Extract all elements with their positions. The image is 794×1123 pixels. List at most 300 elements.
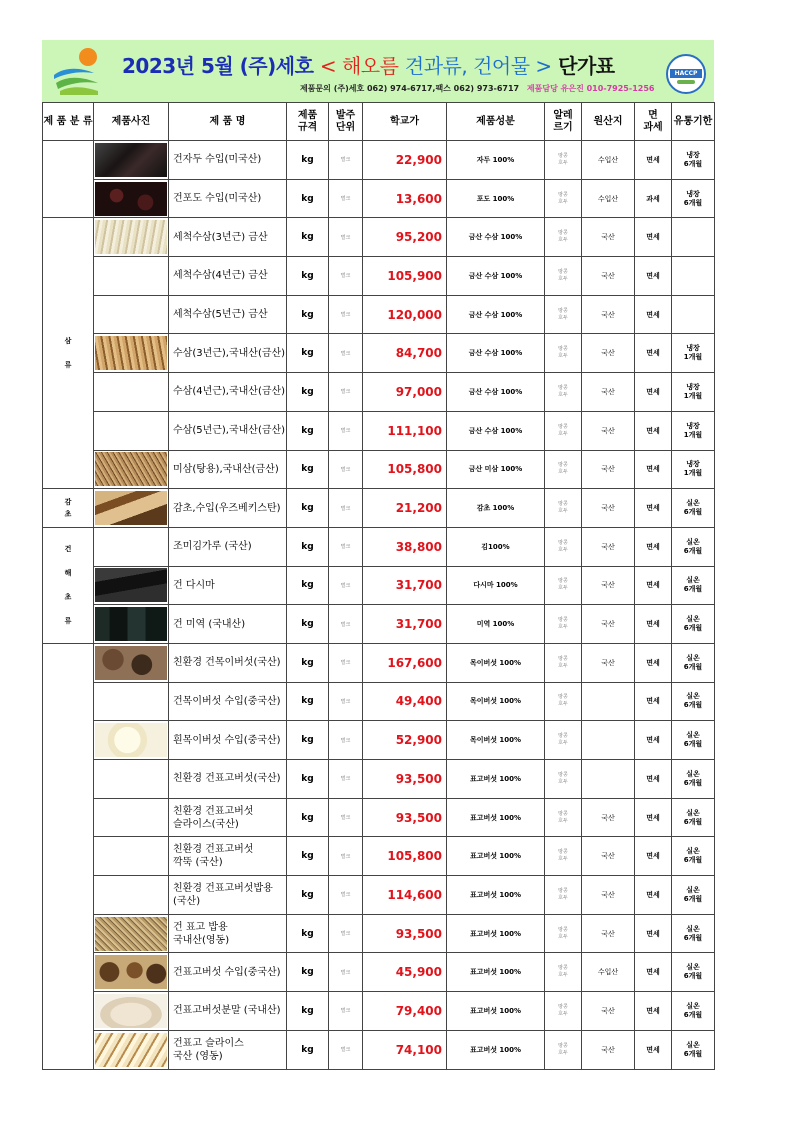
- product-photo: [95, 568, 167, 602]
- origin: 국산: [582, 489, 635, 528]
- origin: 국산: [582, 798, 635, 837]
- composition: 표고버섯 100%: [447, 1030, 545, 1069]
- shelf-life: [672, 218, 715, 257]
- product-photo-cell: [94, 760, 169, 799]
- product-name: 조미김가루 (국산): [169, 527, 287, 566]
- order-unit: 벌크: [329, 798, 363, 837]
- order-unit: 벌크: [329, 721, 363, 760]
- tax-type: 면세: [635, 876, 672, 915]
- allergy: 땅콩 호두: [545, 489, 582, 528]
- product-photo-cell: [94, 605, 169, 644]
- school-price: 52,900: [363, 721, 447, 760]
- table-row: [43, 257, 715, 296]
- product-spec: kg: [287, 373, 329, 412]
- tax-type: 면세: [635, 141, 672, 180]
- order-unit: 벌크: [329, 334, 363, 373]
- product-name: 건표고버섯분말 (국내산): [169, 992, 287, 1031]
- order-unit: 벌크: [329, 141, 363, 180]
- product-spec: kg: [287, 179, 329, 218]
- shelf-life: 실온 6개월: [672, 721, 715, 760]
- tax-type: 면세: [635, 450, 672, 489]
- product-photo-cell: [94, 527, 169, 566]
- shelf-life: 냉장 6개월: [672, 179, 715, 218]
- order-unit: 벌크: [329, 179, 363, 218]
- product-name: 친환경 건표고버섯 깍뚝 (국산): [169, 837, 287, 876]
- product-name: 수삼(5년근),국내산(금산): [169, 411, 287, 450]
- product-name: 건목이버섯 수입(중국산): [169, 682, 287, 721]
- product-name: 친환경 건표고버섯밥용 (국산): [169, 876, 287, 915]
- col-order-unit: 발주 단위: [329, 103, 363, 141]
- product-name: 수삼(3년근),국내산(금산): [169, 334, 287, 373]
- allergy: 땅콩 호두: [545, 373, 582, 412]
- school-price: 84,700: [363, 334, 447, 373]
- order-unit: 벌크: [329, 837, 363, 876]
- product-photo: [95, 336, 167, 370]
- allergy: 땅콩 호두: [545, 141, 582, 180]
- composition: 목이버섯 100%: [447, 682, 545, 721]
- composition: 자두 100%: [447, 141, 545, 180]
- school-price: 105,900: [363, 257, 447, 296]
- table-row: [43, 992, 715, 1031]
- product-name: 세척수삼(5년근) 금산: [169, 295, 287, 334]
- origin: 국산: [582, 373, 635, 412]
- product-spec: kg: [287, 566, 329, 605]
- composition: 표고버섯 100%: [447, 992, 545, 1031]
- composition: 금산 수삼 100%: [447, 257, 545, 296]
- school-price: 120,000: [363, 295, 447, 334]
- composition: 표고버섯 100%: [447, 914, 545, 953]
- product-photo: [95, 723, 167, 757]
- table-row: [43, 914, 715, 953]
- tax-type: 면세: [635, 837, 672, 876]
- col-origin: 원산지: [582, 103, 635, 141]
- allergy: 땅콩 호두: [545, 721, 582, 760]
- product-name: 건자두 수입(미국산): [169, 141, 287, 180]
- origin: 국산: [582, 218, 635, 257]
- origin: 수입산: [582, 179, 635, 218]
- product-photo: [95, 491, 167, 525]
- shelf-life: 냉장 1개월: [672, 334, 715, 373]
- product-photo: [95, 607, 167, 641]
- composition: 금산 수삼 100%: [447, 334, 545, 373]
- product-name: 건포도 수입(미국산): [169, 179, 287, 218]
- product-photo-cell: [94, 682, 169, 721]
- table-body: [43, 141, 715, 1070]
- origin: 국산: [582, 527, 635, 566]
- allergy: 땅콩 호두: [545, 760, 582, 799]
- tax-type: 면세: [635, 527, 672, 566]
- composition: 다시마 100%: [447, 566, 545, 605]
- shelf-life: 실온 6개월: [672, 876, 715, 915]
- product-photo: [95, 646, 167, 680]
- product-spec: kg: [287, 218, 329, 257]
- haccp-badge-icon: [666, 54, 706, 94]
- order-unit: 벌크: [329, 566, 363, 605]
- product-photo-cell: [94, 295, 169, 334]
- product-photo: [95, 220, 167, 254]
- product-name: 세척수삼(4년근) 금산: [169, 257, 287, 296]
- table-row: [43, 682, 715, 721]
- tax-type: 면세: [635, 373, 672, 412]
- shelf-life: 실온 6개월: [672, 527, 715, 566]
- product-name: 흰목이버섯 수입(중국산): [169, 721, 287, 760]
- shelf-life: [672, 295, 715, 334]
- product-name: 감초,수입(우즈베키스탄): [169, 489, 287, 528]
- table-row: [43, 566, 715, 605]
- origin: 국산: [582, 1030, 635, 1069]
- product-photo-cell: [94, 721, 169, 760]
- composition: 표고버섯 100%: [447, 798, 545, 837]
- col-name: 제 품 명: [169, 103, 287, 141]
- product-spec: kg: [287, 798, 329, 837]
- col-shelf-life: 유통기한: [672, 103, 715, 141]
- product-spec: kg: [287, 876, 329, 915]
- table-row: [43, 334, 715, 373]
- product-spec: kg: [287, 257, 329, 296]
- order-unit: 벌크: [329, 1030, 363, 1069]
- page-title: [122, 50, 615, 79]
- price-table: [42, 102, 715, 1070]
- origin: [582, 760, 635, 799]
- col-photo: 제품사진: [94, 103, 169, 141]
- col-spec: 제품 규격: [287, 103, 329, 141]
- product-name: 건 표고 밥용 국내산(영동): [169, 914, 287, 953]
- order-unit: 벌크: [329, 257, 363, 296]
- school-price: 45,900: [363, 953, 447, 992]
- table-row: [43, 527, 715, 566]
- product-spec: kg: [287, 992, 329, 1031]
- category-cell: 감 초: [43, 489, 94, 528]
- allergy: 땅콩 호두: [545, 1030, 582, 1069]
- order-unit: 벌크: [329, 489, 363, 528]
- contact-info: 제품문의 (주)세호 062) 974-6717,팩스 062) 973-6717: [300, 84, 520, 93]
- tax-type: 면세: [635, 992, 672, 1031]
- school-price: 93,500: [363, 914, 447, 953]
- shelf-life: 실온 6개월: [672, 489, 715, 528]
- school-price: 13,600: [363, 179, 447, 218]
- allergy: 땅콩 호두: [545, 257, 582, 296]
- order-unit: 벌크: [329, 953, 363, 992]
- col-school-price: 학교가: [363, 103, 447, 141]
- shelf-life: 실온 6개월: [672, 605, 715, 644]
- origin: 수입산: [582, 141, 635, 180]
- allergy: 땅콩 호두: [545, 411, 582, 450]
- origin: [582, 682, 635, 721]
- origin: 국산: [582, 876, 635, 915]
- shelf-life: [672, 257, 715, 296]
- product-spec: kg: [287, 953, 329, 992]
- origin: 수입산: [582, 953, 635, 992]
- allergy: 땅콩 호두: [545, 450, 582, 489]
- order-unit: 벌크: [329, 450, 363, 489]
- school-price: 105,800: [363, 837, 447, 876]
- product-spec: kg: [287, 295, 329, 334]
- title-category: 견과류, 건어물 >: [404, 54, 552, 78]
- allergy: 땅콩 호두: [545, 682, 582, 721]
- composition: 표고버섯 100%: [447, 760, 545, 799]
- origin: 국산: [582, 643, 635, 682]
- allergy: 땅콩 호두: [545, 179, 582, 218]
- composition: 금산 수삼 100%: [447, 218, 545, 257]
- tax-type: 면세: [635, 643, 672, 682]
- product-photo: [95, 994, 167, 1028]
- product-name: 수삼(4년근),국내산(금산): [169, 373, 287, 412]
- col-composition: 제품성분: [447, 103, 545, 141]
- order-unit: 벌크: [329, 295, 363, 334]
- origin: 국산: [582, 914, 635, 953]
- order-unit: 벌크: [329, 643, 363, 682]
- product-spec: kg: [287, 141, 329, 180]
- school-price: 31,700: [363, 566, 447, 605]
- table-row: [43, 837, 715, 876]
- composition: 금산 수삼 100%: [447, 295, 545, 334]
- school-price: 93,500: [363, 798, 447, 837]
- col-category: 제 품 분 류: [43, 103, 94, 141]
- table-row: [43, 373, 715, 412]
- allergy: 땅콩 호두: [545, 876, 582, 915]
- tax-type: 면세: [635, 798, 672, 837]
- product-spec: kg: [287, 605, 329, 644]
- school-price: 31,700: [363, 605, 447, 644]
- order-unit: 벌크: [329, 914, 363, 953]
- order-unit: 벌크: [329, 373, 363, 412]
- title-brand: < 해오름: [319, 54, 399, 78]
- company-logo-icon: [50, 45, 102, 97]
- manager-info: 제품담당 유은진 010-7925-1256: [526, 84, 655, 93]
- origin: 국산: [582, 450, 635, 489]
- product-spec: kg: [287, 1030, 329, 1069]
- school-price: 79,400: [363, 992, 447, 1031]
- origin: 국산: [582, 992, 635, 1031]
- product-photo: [95, 917, 167, 951]
- product-photo-cell: [94, 373, 169, 412]
- origin: [582, 721, 635, 760]
- table-row: [43, 295, 715, 334]
- order-unit: 벌크: [329, 992, 363, 1031]
- tax-type: 면세: [635, 489, 672, 528]
- allergy: 땅콩 호두: [545, 566, 582, 605]
- product-spec: kg: [287, 489, 329, 528]
- product-name: 친환경 건표고버섯(국산): [169, 760, 287, 799]
- table-row: [43, 721, 715, 760]
- allergy: 땅콩 호두: [545, 527, 582, 566]
- order-unit: 벌크: [329, 411, 363, 450]
- school-price: 95,200: [363, 218, 447, 257]
- order-unit: 벌크: [329, 760, 363, 799]
- shelf-life: 실온 6개월: [672, 953, 715, 992]
- composition: 표고버섯 100%: [447, 876, 545, 915]
- shelf-life: 실온 6개월: [672, 992, 715, 1031]
- col-allergy: 알레 르기: [545, 103, 582, 141]
- shelf-life: 냉장 1개월: [672, 373, 715, 412]
- composition: 김100%: [447, 527, 545, 566]
- origin: 국산: [582, 295, 635, 334]
- category-cell: [43, 643, 94, 1069]
- composition: 감초 100%: [447, 489, 545, 528]
- school-price: 105,800: [363, 450, 447, 489]
- product-photo-cell: [94, 992, 169, 1031]
- product-spec: kg: [287, 334, 329, 373]
- school-price: 111,100: [363, 411, 447, 450]
- origin: 국산: [582, 257, 635, 296]
- school-price: 114,600: [363, 876, 447, 915]
- table-row: [43, 141, 715, 180]
- table-row: [43, 1030, 715, 1069]
- school-price: 49,400: [363, 682, 447, 721]
- product-name: 세척수삼(3년근) 금산: [169, 218, 287, 257]
- haccp-label: HACCP: [670, 69, 702, 78]
- school-price: 167,600: [363, 643, 447, 682]
- allergy: 땅콩 호두: [545, 605, 582, 644]
- composition: 목이버섯 100%: [447, 643, 545, 682]
- product-spec: kg: [287, 914, 329, 953]
- product-photo: [95, 1033, 167, 1067]
- product-name: 친환경 건목이버섯(국산): [169, 643, 287, 682]
- school-price: 93,500: [363, 760, 447, 799]
- tax-type: 면세: [635, 760, 672, 799]
- order-unit: 벌크: [329, 605, 363, 644]
- tax-type: 면세: [635, 605, 672, 644]
- product-photo-cell: [94, 334, 169, 373]
- product-spec: kg: [287, 837, 329, 876]
- shelf-life: 실온 6개월: [672, 798, 715, 837]
- product-photo-cell: [94, 450, 169, 489]
- category-cell: 건 해 초 류: [43, 527, 94, 643]
- tax-type: 과세: [635, 179, 672, 218]
- shelf-life: 실온 6개월: [672, 914, 715, 953]
- table-row: [43, 876, 715, 915]
- title-suffix: 단가표: [558, 54, 615, 78]
- tax-type: 면세: [635, 682, 672, 721]
- tax-type: 면세: [635, 721, 672, 760]
- table-row: [43, 605, 715, 644]
- product-photo: [95, 452, 167, 486]
- product-name: 건 다시마: [169, 566, 287, 605]
- tax-type: 면세: [635, 566, 672, 605]
- product-photo: [95, 955, 167, 989]
- product-photo-cell: [94, 257, 169, 296]
- table-row: [43, 450, 715, 489]
- product-photo-cell: [94, 643, 169, 682]
- allergy: 땅콩 호두: [545, 953, 582, 992]
- product-photo-cell: [94, 489, 169, 528]
- product-name: 건 미역 (국내산): [169, 605, 287, 644]
- category-cell: 삼 류: [43, 218, 94, 489]
- order-unit: 벌크: [329, 218, 363, 257]
- composition: 미역 100%: [447, 605, 545, 644]
- shelf-life: 냉장 6개월: [672, 141, 715, 180]
- composition: 금산 수삼 100%: [447, 373, 545, 412]
- school-price: 21,200: [363, 489, 447, 528]
- product-photo-cell: [94, 411, 169, 450]
- product-photo-cell: [94, 566, 169, 605]
- table-row: [43, 489, 715, 528]
- allergy: 땅콩 호두: [545, 798, 582, 837]
- table-row: [43, 643, 715, 682]
- composition: 포도 100%: [447, 179, 545, 218]
- tax-type: 면세: [635, 334, 672, 373]
- allergy: 땅콩 호두: [545, 992, 582, 1031]
- product-photo-cell: [94, 218, 169, 257]
- composition: 금산 수삼 100%: [447, 411, 545, 450]
- school-price: 74,100: [363, 1030, 447, 1069]
- product-photo-cell: [94, 179, 169, 218]
- product-name: 건표고 슬라이스 국산 (영동): [169, 1030, 287, 1069]
- table-row: [43, 798, 715, 837]
- origin: 국산: [582, 411, 635, 450]
- allergy: 땅콩 호두: [545, 295, 582, 334]
- school-price: 97,000: [363, 373, 447, 412]
- category-cell: [43, 141, 94, 218]
- shelf-life: 실온 6개월: [672, 682, 715, 721]
- table-row: [43, 179, 715, 218]
- product-photo-cell: [94, 1030, 169, 1069]
- table-row: [43, 218, 715, 257]
- allergy: 땅콩 호두: [545, 218, 582, 257]
- tax-type: 면세: [635, 218, 672, 257]
- contact-line: [300, 83, 654, 94]
- shelf-life: 실온 6개월: [672, 837, 715, 876]
- tax-type: 면세: [635, 411, 672, 450]
- allergy: 땅콩 호두: [545, 914, 582, 953]
- shelf-life: 냉장 1개월: [672, 411, 715, 450]
- origin: 국산: [582, 566, 635, 605]
- shelf-life: 실온 6개월: [672, 566, 715, 605]
- product-photo: [95, 182, 167, 216]
- origin: 국산: [582, 334, 635, 373]
- tax-type: 면세: [635, 295, 672, 334]
- col-tax: 면 과세: [635, 103, 672, 141]
- school-price: 38,800: [363, 527, 447, 566]
- shelf-life: 냉장 1개월: [672, 450, 715, 489]
- composition: 금산 미삼 100%: [447, 450, 545, 489]
- allergy: 땅콩 호두: [545, 334, 582, 373]
- product-spec: kg: [287, 527, 329, 566]
- product-spec: kg: [287, 643, 329, 682]
- product-spec: kg: [287, 411, 329, 450]
- product-name: 미삼(탕용),국내산(금산): [169, 450, 287, 489]
- product-name: 친환경 건표고버섯 슬라이스(국산): [169, 798, 287, 837]
- tax-type: 면세: [635, 257, 672, 296]
- composition: 표고버섯 100%: [447, 837, 545, 876]
- product-photo-cell: [94, 914, 169, 953]
- product-spec: kg: [287, 450, 329, 489]
- product-photo: [95, 143, 167, 177]
- allergy: 땅콩 호두: [545, 837, 582, 876]
- tax-type: 면세: [635, 953, 672, 992]
- product-photo-cell: [94, 798, 169, 837]
- product-photo-cell: [94, 141, 169, 180]
- order-unit: 벌크: [329, 876, 363, 915]
- shelf-life: 실온 6개월: [672, 760, 715, 799]
- tax-type: 면세: [635, 1030, 672, 1069]
- table-row: [43, 953, 715, 992]
- product-photo-cell: [94, 876, 169, 915]
- table-row: [43, 411, 715, 450]
- shelf-life: 실온 6개월: [672, 643, 715, 682]
- product-photo-cell: [94, 837, 169, 876]
- composition: 표고버섯 100%: [447, 953, 545, 992]
- tax-type: 면세: [635, 914, 672, 953]
- table-header-row: [43, 103, 715, 141]
- product-photo-cell: [94, 953, 169, 992]
- origin: 국산: [582, 837, 635, 876]
- order-unit: 벌크: [329, 682, 363, 721]
- shelf-life: 실온 6개월: [672, 1030, 715, 1069]
- allergy: 땅콩 호두: [545, 643, 582, 682]
- product-spec: kg: [287, 682, 329, 721]
- product-name: 건표고버섯 수입(중국산): [169, 953, 287, 992]
